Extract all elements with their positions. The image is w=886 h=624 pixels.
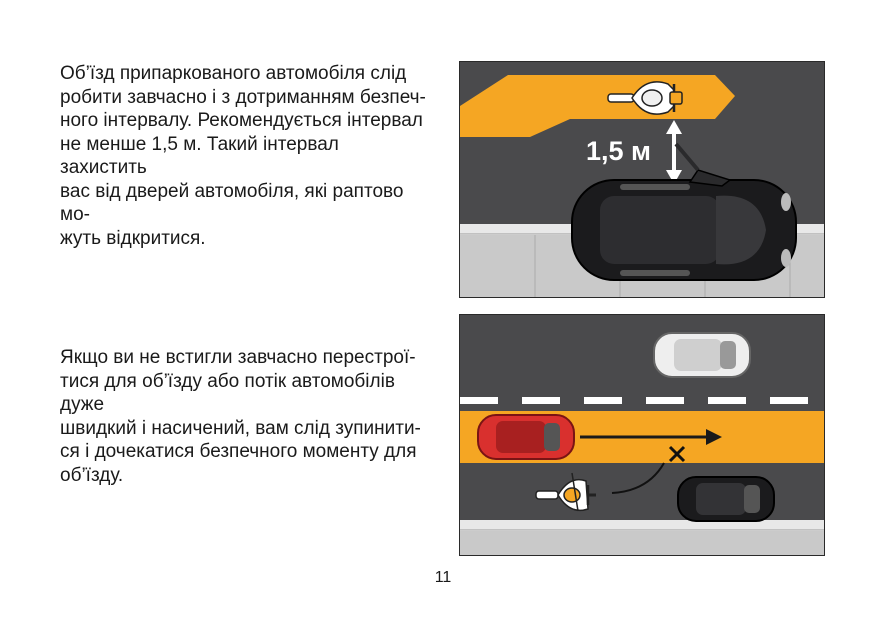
illustration-stop-and-wait — [459, 314, 825, 556]
paragraph-parked-car-bypass: Об’їзд припаркованого автомобіля слід робити завчасно і з дотриманням безпеч- ного інтервалу. Рекомендується інтервал не менше 1,5 м. Такий інтервал захистить вас від дверей автомобіля, які раптово мо- жуть відкритися. — [60, 63, 426, 249]
page-number: 11 — [434, 569, 452, 586]
paragraph-stop-and-wait: Якщо ви не встигли завчасно перестрої- тися для об’їзду або потік автомобілів дуже швидкий і насичений, вам слід зупинити- ся і дочекатися безпечного моменту для об’їзду. — [60, 347, 421, 486]
illustration-parked-car-interval — [459, 61, 825, 298]
black-car — [678, 477, 774, 521]
distance-label: 1,5 м — [586, 136, 652, 166]
curb — [460, 520, 824, 530]
red-car — [478, 415, 574, 459]
sidewalk — [460, 531, 824, 555]
white-car — [654, 333, 750, 377]
